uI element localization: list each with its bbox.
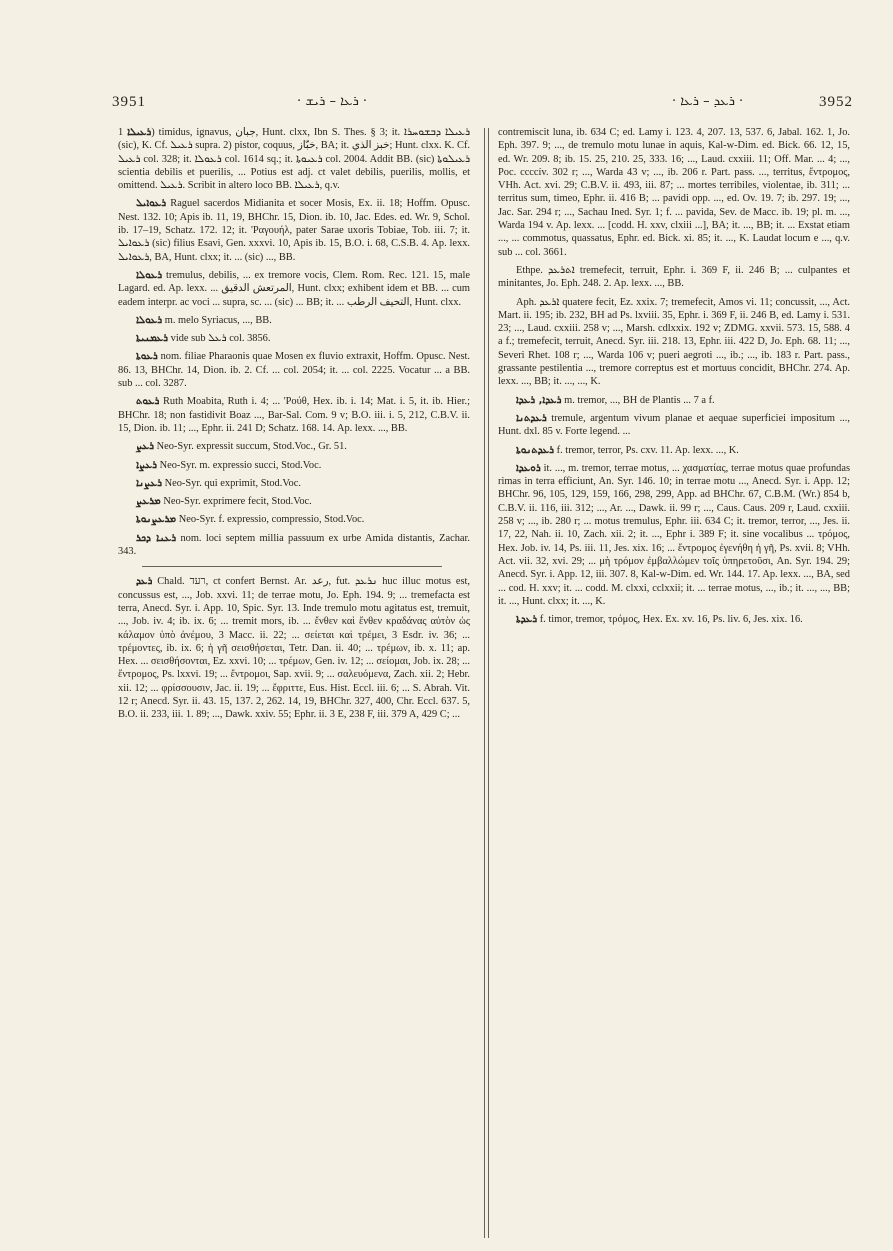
right-running-head: · ܪܥܕ – ܪܥܐ · [672, 94, 744, 109]
section-separator [142, 566, 442, 567]
entry: ܪܥܢܐ ܕܟܪ nom. loci septem millia passuum ex urbe Amida distantis, Zachar. 343. [118, 532, 470, 558]
entry: ܪܥܨܢܐ Neo-Syr. qui exprimit, Stod.Voc. [136, 477, 301, 489]
column-divider [484, 128, 489, 1238]
entry: ܪܥܘܠܐ m. melo Syriacus, ..., BB. [136, 314, 272, 326]
entry: ܪܘܥܕܐ it. ..., m. tremor, terrae motus, ... χασματίας, terrae motus quae profundas rimas in terra efficiunt, An. Syr. 146. 10; in terrae motu ..., Anecd. Syr. i. App. 12; BHChr. 96, 105, 129, 159, 166, 298, 299, App. ad BHChr. 67, C.B.M. (Wr.) 854 b, C.B.V. ii. 116, iii. 312; ..., Ar. ..., Dawk. ii. 99 r; ..., Caus. Caus. 209 r, Laud. cxxiii. 258 v; ..., ib. 280 r; ... motus tremulus, Ephr. iii. 634 C; it. tremor, terror, ..., Jes. ii. 17, 22, Nah. ii. 10, Zach. xii. 2; it. ..., Ephr i. 389 F; it. sine vocalibus ... τρόμος, Hex. Job. iv. 14, Ps. iii. 11, Jes. xix. 16; ... ἔντρομος ἐγενήθη ἡ γῆ, Ps. xvii. 8; VHh. Act. vii. 32, xvi. 29; ... μὴ τρόμον ἐμβαλλώμεν τοῖς ὑπηρετοῦσι, An. Syr. 194. 29; Anecd. Syr. i. App. 12, iii. 307. 8, Kal-w-Dim. ed. Wr. 144. 17. Ap. lexx. ..., BA, sed ... cod. H. xxv; it. ... codd. M. clxxi, cclxxii; it. ... terrae motus, ..., ib.; it. ..., ..., BB; it. ..., Hunt. clxx; it. ..., K. [498, 462, 850, 607]
right-column [498, 126, 850, 631]
left-running-head: · ܪܥܐ – ܪܝܫ · [297, 94, 368, 109]
entry: ܪܥܨ Neo-Syr. expressit succum, Stod.Voc., Gr. 51. [136, 441, 347, 453]
entry: ܡܪܥܨܢܘܬܐ Neo-Syr. f. expressio, compressio, Stod.Voc. [136, 514, 365, 526]
entry: ܡܪܥܨ Neo-Syr. exprimere fecit, Stod.Voc. [136, 496, 312, 508]
entry: ܪܥܕܬܢܐ tremule, argentum vivum planae et aequae superficiei impositum ..., Hunt. dxl. 85 v. Forte legend. ... [498, 412, 850, 438]
entry: ܪܥܘܬ Ruth Moabita, Ruth i. 4; ... 'Ρούθ, Hex. ib. i. 14; Mat. i. 5, it. ib. Hier.; BHChr. 18; non fastidivit Boaz ..., Bar-Sal. Com. 9 v; B.O. iii. i. 5, 212, C.B.V. ii. 15, Dion. ib. 11; ..., Ephr. ii. 241 D; Schatz. 168. 14. Ap. lexx. ..., BB. [118, 396, 470, 434]
entry: ܪܥܘܬܐ nom. filiae Pharaonis quae Mosen ex fluvio extraxit, Hoffm. Opusc. Nest. 86. 13, BHChr. 14, Dion. ib. 2. Cf. ... col. 2054; it. ... col. 2225. Vocatur ... a BB. sub ... col. 3287. [118, 351, 470, 390]
entry: ܪܥܕܬܐ f. timor, tremor, τρόμος, Hex. Ex. xv. 16, Ps. liv. 6, Jes. xix. 16. [516, 614, 803, 626]
entry: ܪܥܕܬܢܘܬܐ f. tremor, terror, Ps. cxv. 11. Ap. lexx. ..., K. [516, 444, 739, 456]
entry: contremiscit luna, ib. 634 C; ed. Lamy i. 123. 4, 207. 13, 537. 6, Jabal. 162. 1, Jo. Eph. 397. 9; ..., de tremulo motu lunae in aquis, Kal-w-Dim. ed. Bick. 66. 12, 15, ed. Wr. 209. 8; ib. 15. 25, 210. 25, 333. 16; ..., Laud. cxxiii. 11; Off. Mar. ... 4; ..., Poc. ccccív. 302 r; ..., Warda 43 v; ..., ib. 206 r. Part. pass. ..., territus, ἔντρομος, VHh. Act. xvi. 29; C.B.V. ii. 493, iii. 87; ... mortes terribiles, violentae, ib. 311; ... territus sum, timeo, Ephr. ii. 416 B; ... pavidi opp. ..., ed. Ov. 19. 7; ib. 297. 19; ..., Jac. Sar. 294 r; ..., Sachau Ined. Syr. 1; f. ... pavida, Sev. de Macc. ib. 19; pl. m. ..., Warda 194 v. Ap. lexx. ... [codd. H. xxv, clxiii ...], BA; it. ..., BB; it. ... Exstat etiam ..., ... commotus, quassatus, Ephr. ed. Bick. xi. 85; it. ..., K. Laudat locum e ..., q.v. sub ... col. 3661. [498, 127, 850, 258]
entry: ܪܥܕ Chald. רעד, ct confert Bernst. Ar. رعد, fut. ܢܪܥܕ huc illuc motus est, concussus est, ..., Job. xxvi. 11; de terrae motu, Jo. Eph. 194. 9; ... tremefacta est terra, Anecd. Syr. i. App. 10, Spic. Syr. 13. Inde tremulo motu agitatus est, tremuit, ..., Job. iv. 4; ib. ix. 6; ... tremit mors, ib. ... ἔνθεν καὶ ἔνθεν κραδάνας αὐτὸν ὡς κάλαμον ὑπὸ ἀνέμου, 3 Macc. ii. 22; ... σείεται καὶ τρέμει, 3 Esdr. iv. 36; ... τρέμοντες, ib. ix. 6; ἡ γῆ σεισθήσεται, Tetr. Dan. ii. 40; ... τρέμων, ib. x. 11; ap. Hex. ... σεισθήσονται, Ez. xxvi. 10; ... τρέμων, Gen. iv. 12; ... σείομαι, Job. ix. 28; ... ἔντρομος, Ps. lxxvi. 19; ... ἔντρομοι, Sap. xvii. 9; ... σαλευόμενα, Zach. xii. 2; Hebr. xii. 12; ... φρίσσουσιν, Jac. ii. 19; ... ἔφριττε, Eus. Hist. Eccl. iii. 6; ... S. Abrah. Vit. 12 r; Anecd. Syr. ii. 43. 15, 137. 2, 262. 14, 19, BHChr. 327, 400, Chr. Eccl. 637. 5, B.O. ii. 233, iii. 1. 89; ..., Dawk. xxiv. 55; Ephr. ii. 3 E, 238 F, iii. 379 A, 429 C; ... [118, 576, 470, 721]
entry: Aph. ܐܪܥܕ quatere fecit, Ez. xxix. 7; tremefecit, Amos vi. 11; concussit, ..., Act. Mart. ii. 195; ib. 232, BH ad Ps. lxviii. 35, Ephr. i. 369 F, ii. 246 B, ed. Lamy i. 531. 23; ..., Laud. cxxiii. 258 v; ..., Marsh. cdlxxix. 192 v; ZDMG. xxvii. 573. 15, 588. 4 a f.; tremefecit, terruit, Anecd. Syr. iii. 218. 13, Ephr. iii. 422 D, Jo. Eph. 68. 11; ..., Severi Rhet. 108 r; ..., Warda 106 v; pueri aegroti ..., ib.; ..., ib. 183 r. Part. pass., grassante pestilentia ..., tremore correptus est et mortuus concidit, BHChr. 274. Ap. lexx. ..., BB; it. ..., ..., K. [498, 296, 850, 388]
right-column-number: 3952 [819, 94, 853, 110]
entry: ܪܥܕܐ, ܪܥܕܐ m. tremor, ..., BH de Plantis ... 7 a f. [516, 394, 715, 406]
page-header [112, 94, 853, 118]
entry: ܪܥܘܐܝܠ Raguel sacerdos Midianita et socer Mosis, Ex. ii. 18; Hoffm. Opusc. Nest. 132. 10; Apis ib. 11, 19, BHChr. 15, Dion. ib. 10, Jac. Edes. ed. Wr. 9, Schol. ib. 17–19, Schatz. 172. 12; it. 'Ραγουήλ, pater Sarae uxoris Tobiae, Tob. iii. 7; it. ܪܥܘܐܝܠ (sic) filius Esavi, Gen. xxxvi. 10, Apis ib. 15, B.O. i. 68, C.S.B. 4. Ap. lexx. ܪܥܘܐܝܠ, BA, Hunt. clxx; it. ... (sic) ..., BB. [118, 198, 470, 263]
left-column [118, 126, 470, 727]
entry: ܪܥܡܢܝܬܐ vide sub ܪܥܠ col. 3856. [136, 333, 271, 345]
entry: Ethpe. ܐܬܪܥܕ tremefecit, terruit, Ephr. i. 369 F, ii. 246 B; ... culpantes et minitantes, Jo. Eph. 248. 2. Ap. lexx. ..., BB. [498, 264, 850, 290]
entry: ܪܥܨܐ Neo-Syr. m. expressio succi, Stod.Voc. [136, 459, 322, 471]
entry: ܪܥܘܠܐ tremulus, debilis, ... ex tremore vocis, Clem. Rom. Rec. 121. 15, male Lagard. ed. Ap. lexx. ... المرتعش الدقيق, Hunt. clxx; exhibent idem et BB. ... cum eadem interpr. ac voci ... supra, sc. ... (sic) ... BB; it. ... التحيف الرطب, Hunt. clxx. [118, 269, 470, 308]
left-column-number: 3951 [112, 94, 146, 110]
entry: ܪܥܝܠܐ 1) timidus, ignavus, جبان, Hunt. clxx, Ibn S. Thes. § 3; it. ܪܥܝܠܐ ܕܒܫܘܚܪܐ (sic), K. Cf. ܪܥܝܠ supra. 2) pistor, coquus, خبّاز, BA; it. خبز الذي; Hunt. clxx. K. Cf. ܪܥܝܠ col. 328; it. ܪܥܘܠܐ col. 1614 sq.; it. ܪܥܝܘܬܐ col. 2004. Addit BB. (sic) ܪܥܝܠܘܬܐ scientia debilis et puerilis, ... Potius est adj. ct valet debilis, puerilis, mollis, et omittend. ܪܥܝܠ. Scribit in altero loco BB. ܪܥܝܠܐ, q.v. [118, 127, 471, 192]
